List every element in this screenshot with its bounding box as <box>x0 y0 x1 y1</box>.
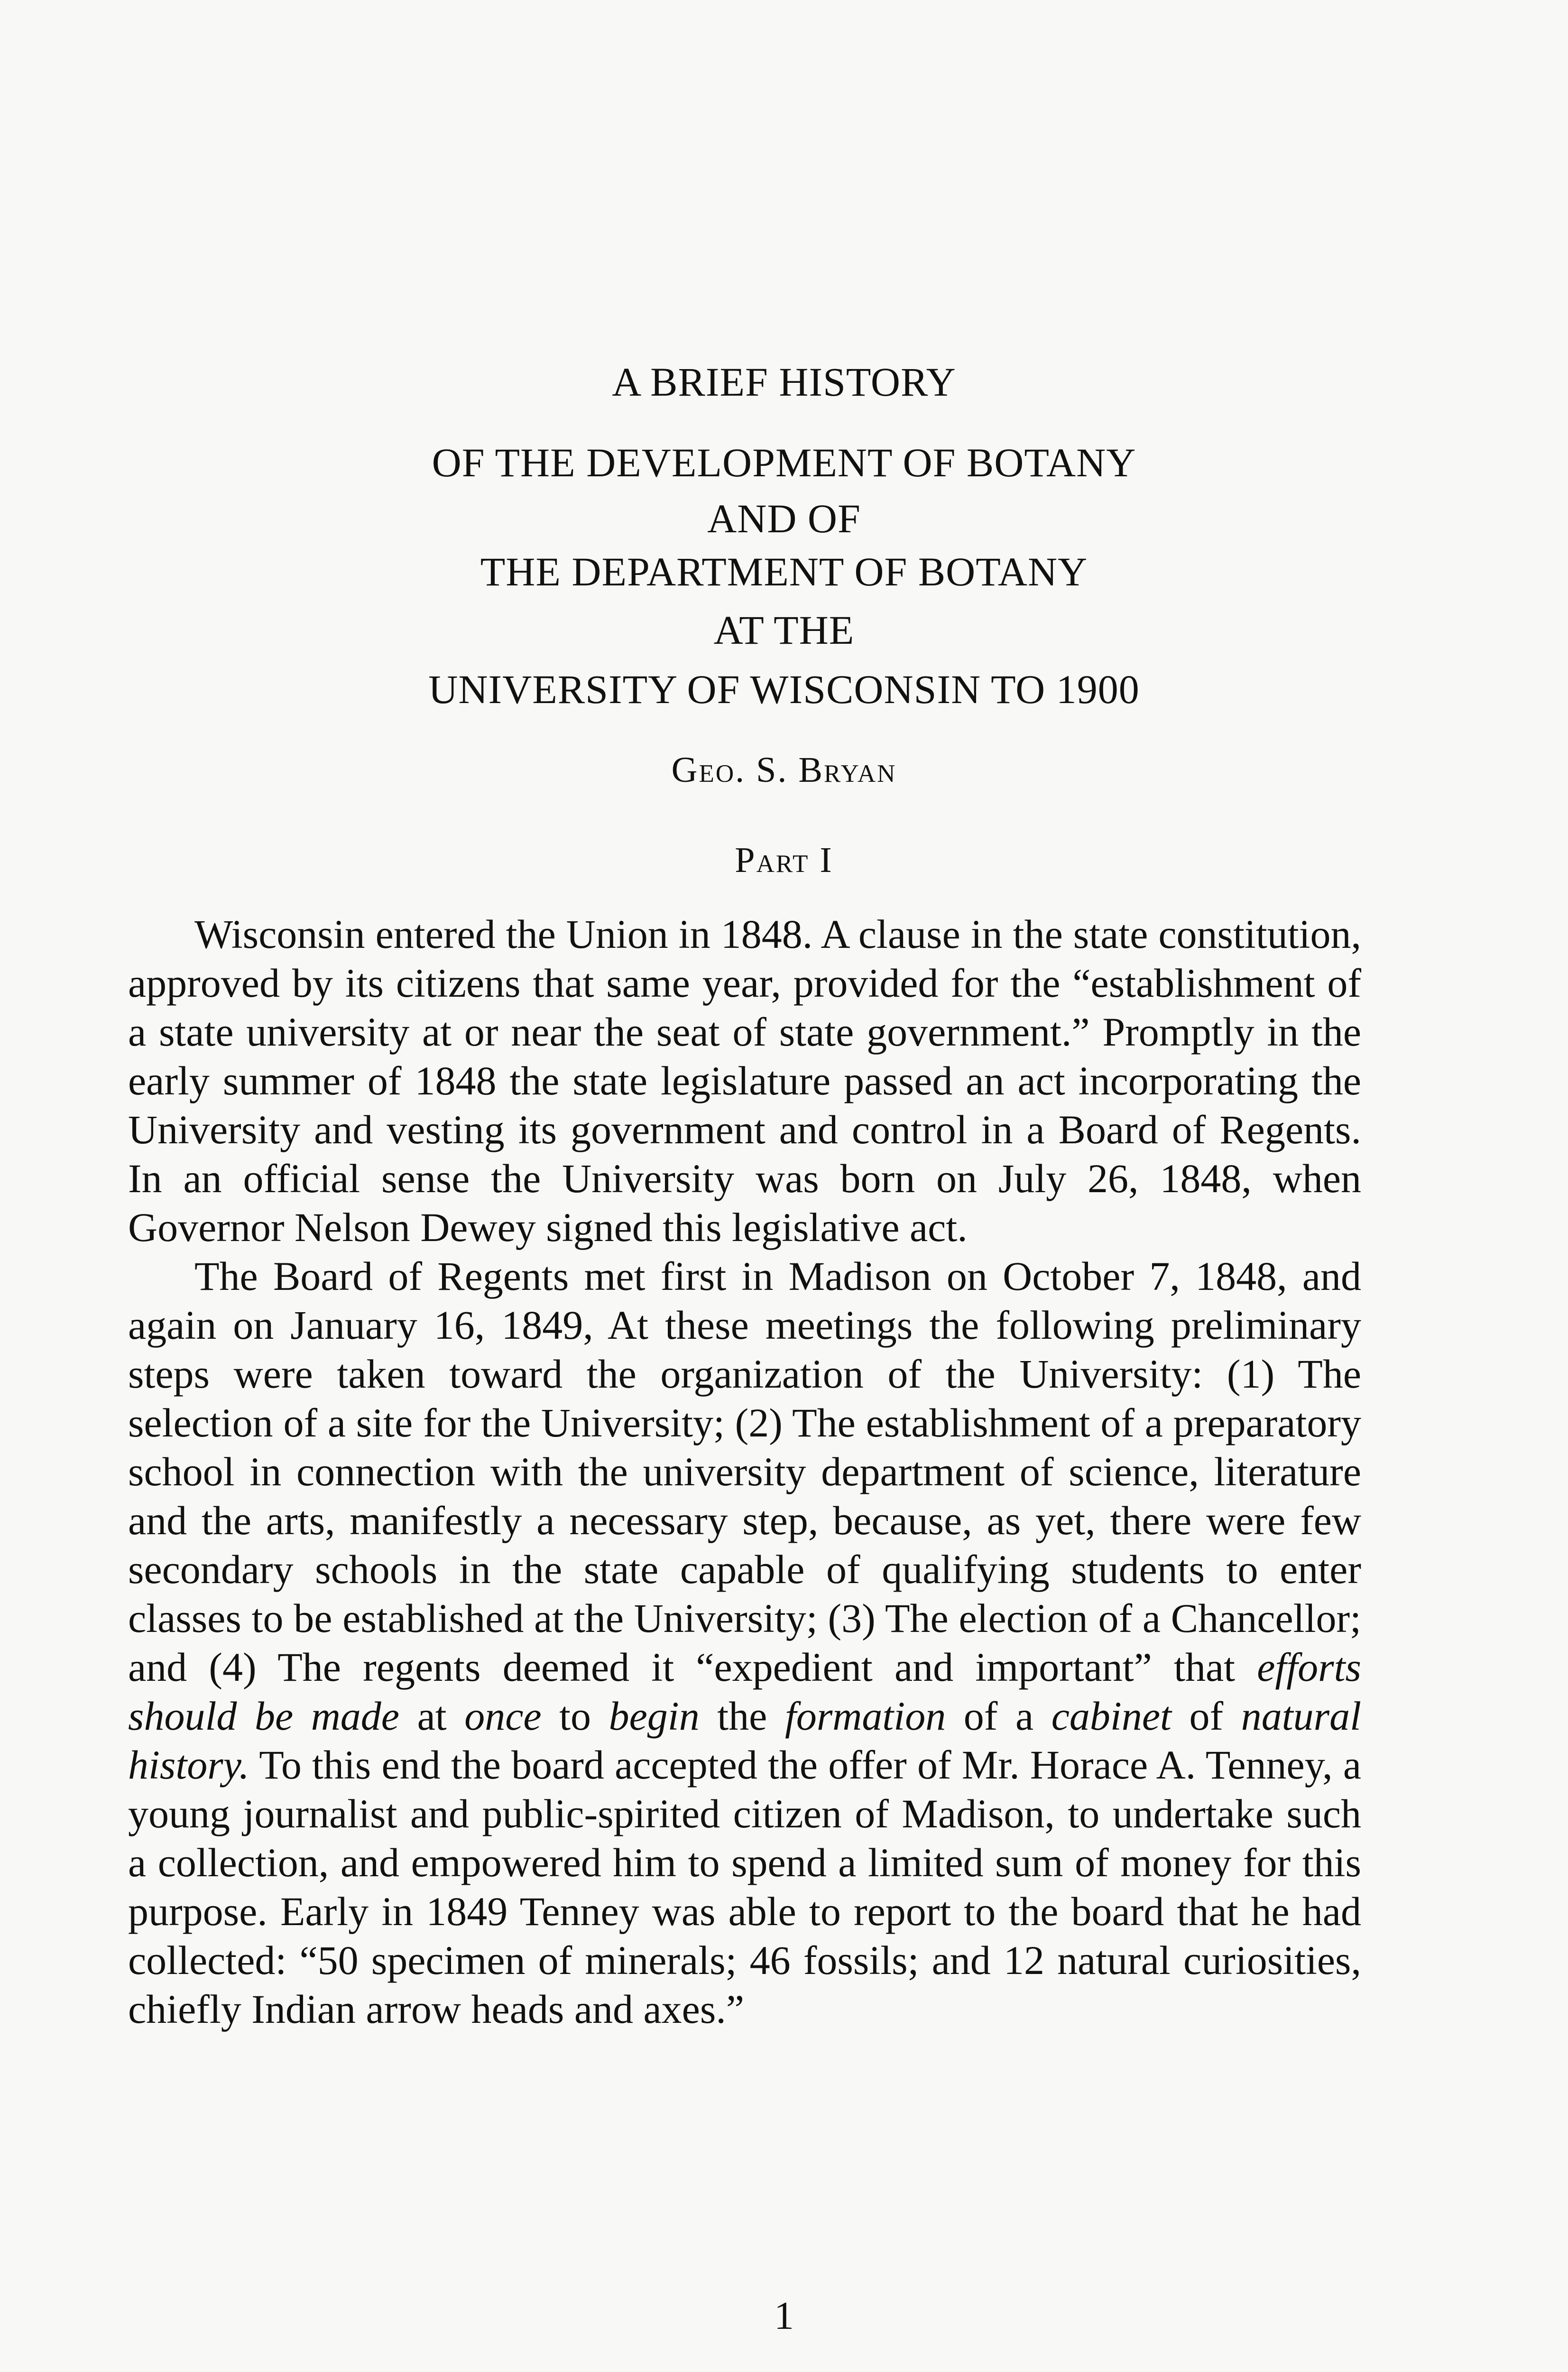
page-number: 1 <box>774 2294 794 2338</box>
paragraph-2 <box>128 1252 1361 2034</box>
paragraph-2-text: of <box>1171 1693 1241 1739</box>
title-line-1: A BRIEF HISTORY <box>612 359 956 405</box>
emphasis-text: cabinet <box>1051 1693 1171 1739</box>
title-line-5: AT THE <box>713 607 855 653</box>
title-line-3: AND OF <box>707 496 861 541</box>
paragraph-2-text: of a <box>946 1693 1051 1739</box>
title-line-2: OF THE DEVELOPMENT OF BOTANY <box>432 440 1136 485</box>
emphasis-text: formation <box>784 1693 946 1739</box>
paragraph-2-text: at <box>399 1693 465 1739</box>
emphasis-text: natural history. <box>128 1693 1361 1788</box>
emphasis-text: once <box>464 1693 542 1739</box>
paragraph-2-text: to <box>541 1693 609 1739</box>
emphasis-text: efforts should be made <box>128 1644 1361 1739</box>
emphasis-text: begin <box>609 1693 700 1739</box>
paragraph-1: Wisconsin entered the Union in 1848. A clause in the state constitution, approved by its citizens that same year, provided for the “establishment of a state university at or near the seat of state government.” Promptly in the early summer of 1848 the state legislature passed an act incorporating the University and vesting its government and control in a Board of Regents. In an official sense the University was born on July 26, 1848, when Governor Nelson Dewey signed this legislative act. <box>128 911 1361 1250</box>
body-text <box>128 910 1361 2034</box>
title-line-6: UNIVERSITY OF WISCONSIN TO 1900 <box>428 667 1140 712</box>
paragraph-2-text: To this end the board accepted the offer of Mr. Horace A. Tenney, a young journalist and public-spirited citizen of Madison, to undertake such a collection, and empowered him to spend a limited sum of money for this purpose. Early in 1849 Tenney was able to report to the board that he had collected: “50 specimen of minerals; 46 fossils; and 12 natural curiosities, chiefly Indian arrow heads and axes.” <box>128 1742 1361 2032</box>
title-line-4: THE DEPARTMENT OF BOTANY <box>480 549 1088 594</box>
author: Geo. S. Bryan <box>671 750 897 790</box>
part-heading: Part I <box>735 840 833 880</box>
paragraph-2-text: The Board of Regents met first in Madison on October 7, 1848, and again on January 16, 1849, At these meetings the following preliminary steps were taken toward the organization of the University: (1) The selection of a site for the University; (2) The establishment of a preparatory school in connection with the university department of science, literature and the arts, manifestly a necessary step, because, as yet, there were few secondary schools in the state capable of qualifying students to enter classes to be established at the University; (3) The election of a Chancellor; and (4) The regents deemed it “expedient and important” that <box>128 1253 1361 1690</box>
paragraph-2-text: the <box>699 1693 785 1739</box>
